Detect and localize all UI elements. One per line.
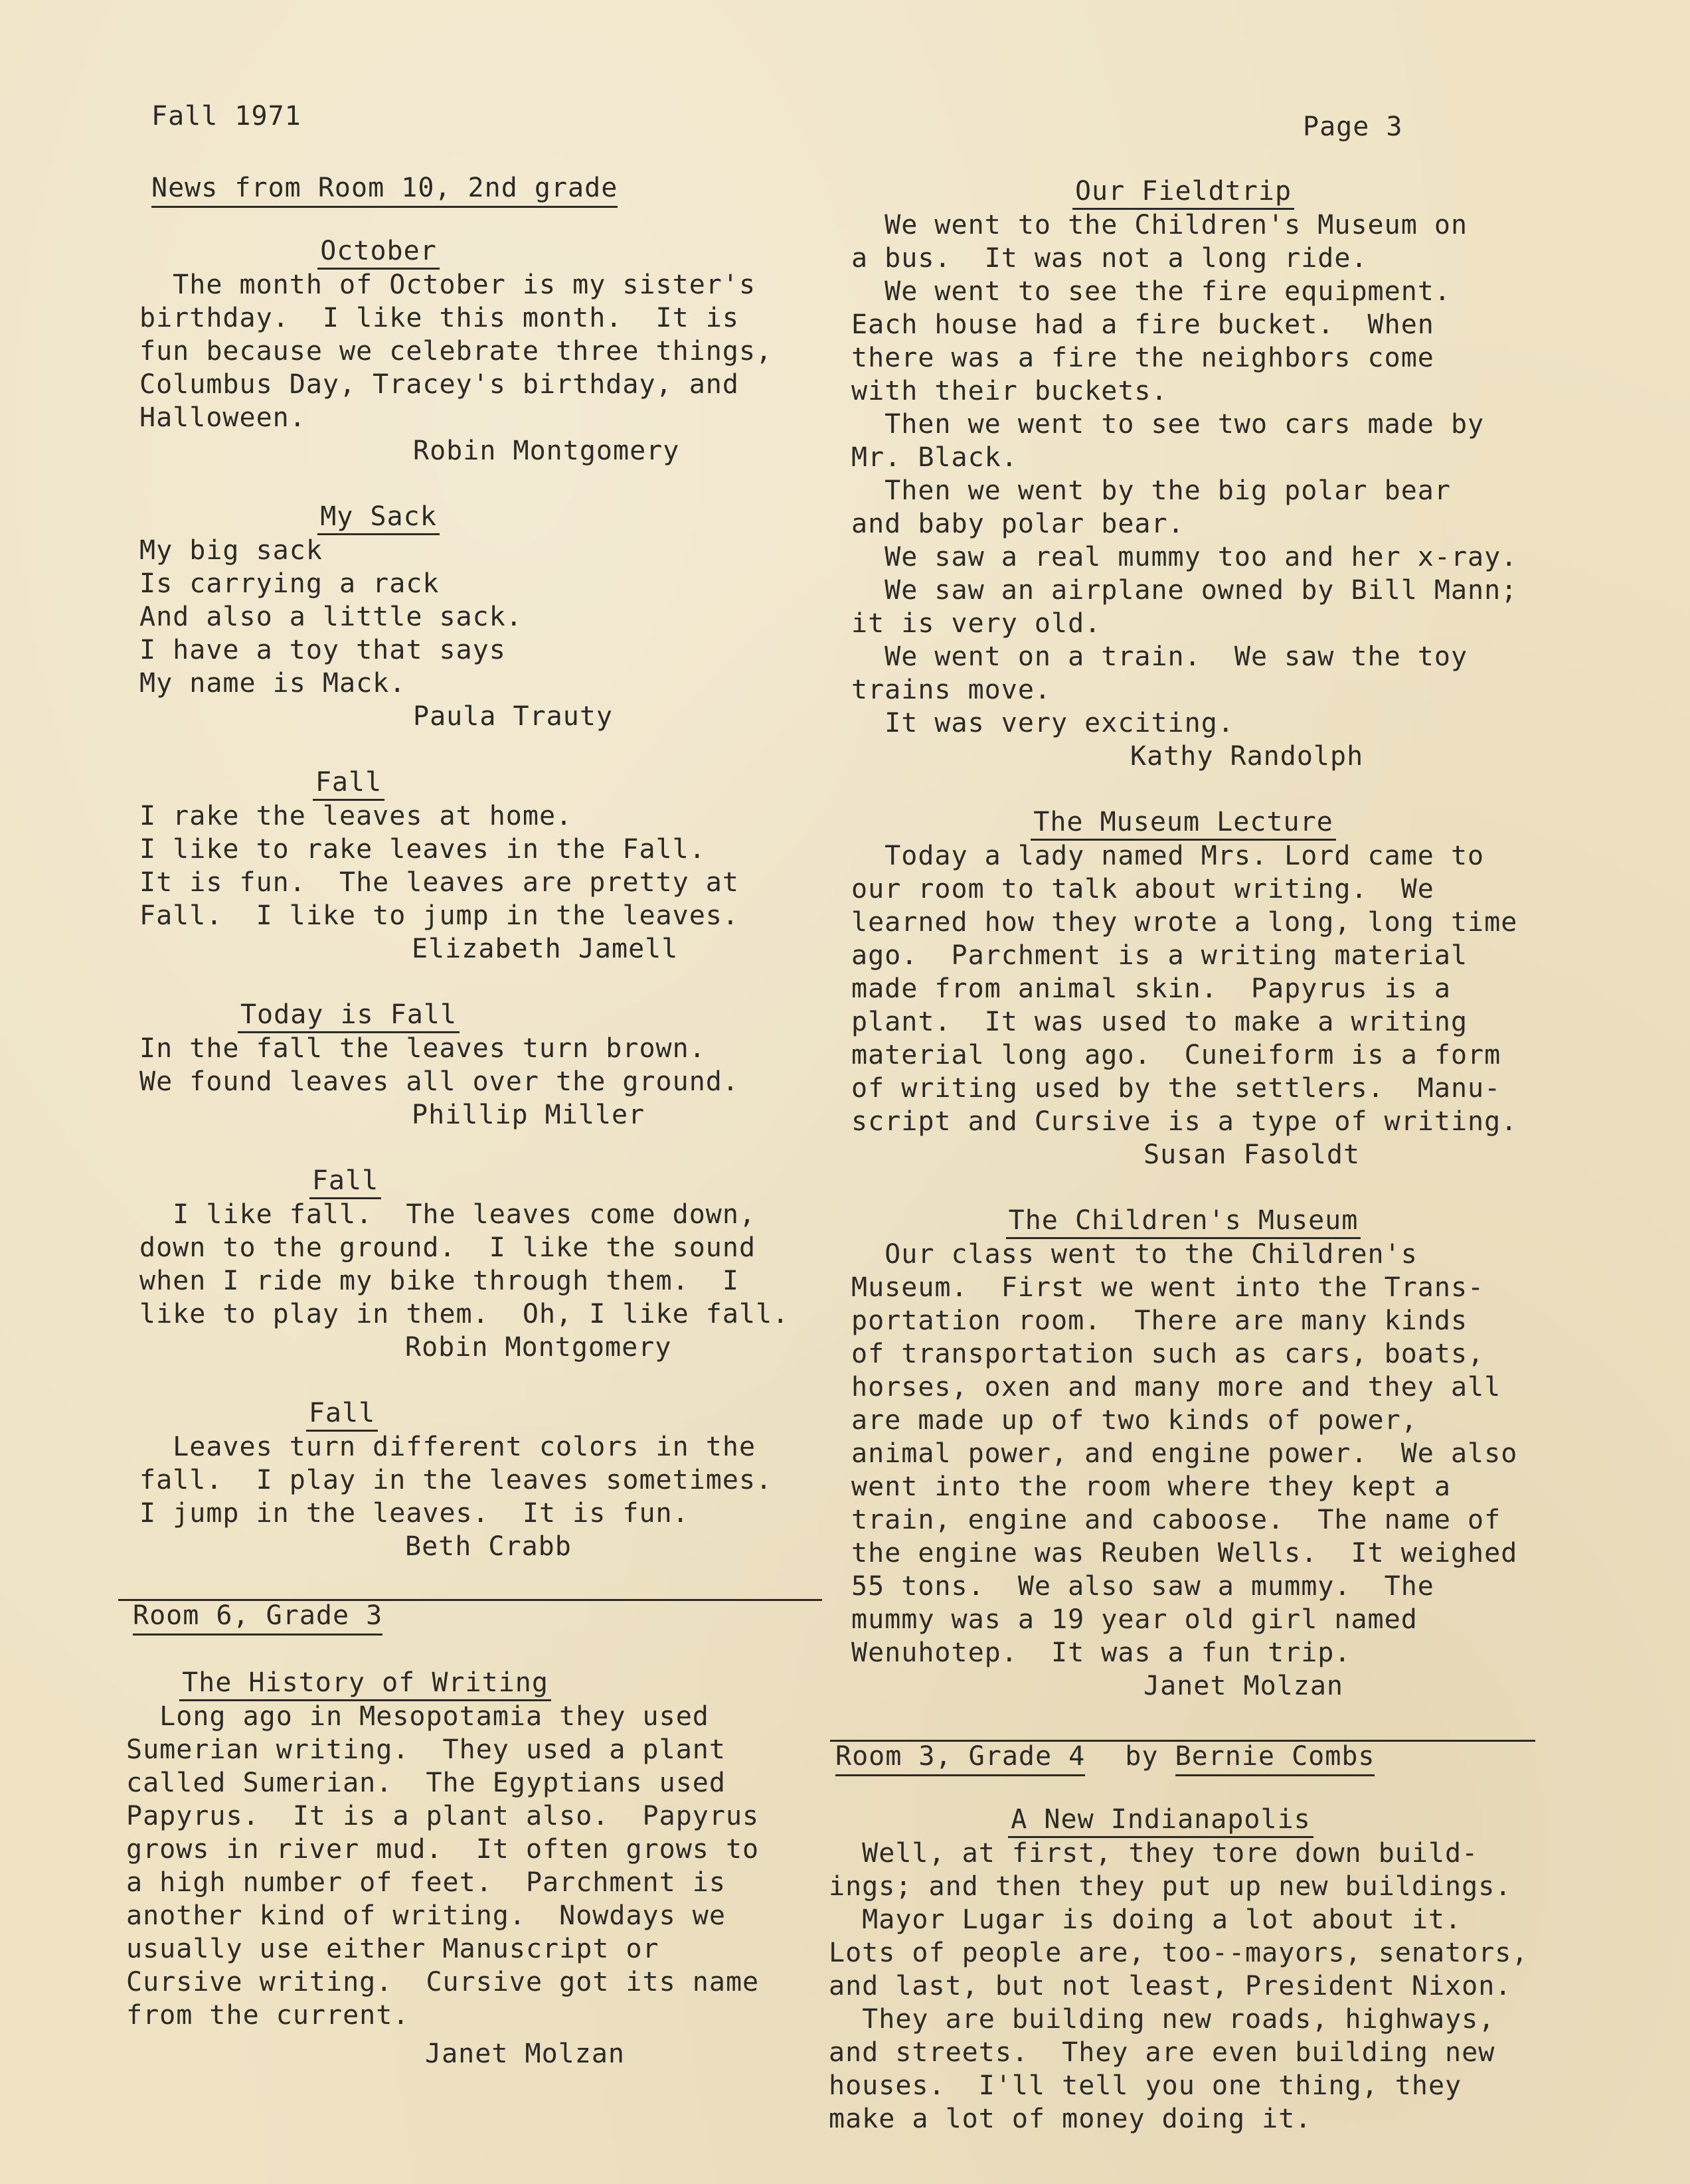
article-line: I rake the leaves at home. <box>139 801 573 831</box>
article-title: Fall <box>313 767 384 801</box>
article-line: trains move. <box>851 675 1051 705</box>
poem-line: My name is Mack. <box>139 668 406 699</box>
article-childrens-museum <box>851 1203 1595 1703</box>
article-line: another kind of writing. Nowdays we <box>126 1900 726 1931</box>
article-line: We went to the Children's Museum on <box>851 210 1468 240</box>
article-line: make a lot of money doing it. <box>829 2104 1312 2134</box>
article-line: mummy was a 19 year old girl named <box>851 1604 1418 1635</box>
poem-line: And also a little sack. <box>139 602 523 632</box>
article-my-sack <box>139 499 803 733</box>
article-author: Susan Fasoldt <box>1143 1139 1361 1170</box>
poem-line: Is carrying a rack <box>139 568 440 599</box>
article-line: horses, oxen and many more and they all <box>851 1372 1501 1402</box>
article-title: The Children's Museum <box>1006 1205 1361 1239</box>
article-line: Halloween. <box>139 402 306 433</box>
article-author: Phillip Miller <box>412 1100 645 1130</box>
article-line: The month of October is my sister's <box>139 270 756 300</box>
article-line: grows in river mud. It often grows to <box>126 1834 760 1865</box>
article-line: Then we went by the big polar bear <box>851 475 1451 506</box>
article-line: the engine was Reuben Wells. It weighed <box>851 1538 1518 1568</box>
article-line: Wenuhotep. It was a fun trip. <box>851 1638 1351 1668</box>
article-line: They are building new roads, highways, <box>829 2004 1495 2035</box>
article-line: with their buckets. <box>851 376 1168 406</box>
page-number: Page 3 <box>1303 112 1403 142</box>
article-line: went into the room where they kept a <box>851 1471 1451 1502</box>
article-title: Today is Fall <box>238 999 460 1033</box>
article-line: Each house had a fire bucket. When <box>851 309 1434 340</box>
article-line: called Sumerian. The Egyptians used <box>126 1768 726 1798</box>
section-heading-room6: Room 6, Grade 3 <box>133 1599 382 1632</box>
section-heading-room3: Room 3, Grade 4 by Bernie Combs <box>835 1740 1375 1773</box>
article-author: Robin Montgomery <box>405 1332 672 1363</box>
article-line: of writing used by the settlers. Manu- <box>851 1073 1501 1104</box>
article-line: of transportation such as cars, boats, <box>851 1339 1485 1369</box>
article-line: Today a lady named Mrs. Lord came to <box>851 841 1485 871</box>
article-line: Well, at first, they tore down build- <box>829 1838 1479 1869</box>
article-fall-2 <box>139 1163 803 1364</box>
article-line: animal power, and engine power. We also <box>851 1438 1518 1469</box>
article-october <box>139 234 803 467</box>
article-line: Lots of people are, too--mayors, senators, <box>829 1938 1529 1968</box>
article-line: when I ride my bike through them. I <box>139 1266 739 1296</box>
article-line: and last, but not least, President Nixon. <box>829 1971 1512 2001</box>
article-line: like to play in them. Oh, I like fall. <box>139 1299 790 1329</box>
article-line: Our class went to the Children's <box>851 1239 1418 1270</box>
article-author: Robin Montgomery <box>413 436 680 466</box>
article-line: I like to rake leaves in the Fall. <box>139 834 706 865</box>
article-line: Long ago in Mesopotamia they used <box>126 1701 709 1732</box>
article-line: a bus. It was not a long ride. <box>851 243 1368 274</box>
section-heading-room10: News from Room 10, 2nd grade <box>151 171 618 205</box>
article-line: fall. I play in the leaves sometimes. <box>139 1465 773 1495</box>
article-line: and baby polar bear. <box>851 509 1185 539</box>
poem-line: I have a toy that says <box>139 635 506 665</box>
article-title: October <box>317 236 440 270</box>
article-today-is-fall <box>139 997 803 1132</box>
issue-date: Fall 1971 <box>151 101 301 131</box>
article-line: portation room. There are many kinds <box>851 1305 1468 1336</box>
article-line: We saw a real mummy too and her x-ray. <box>851 542 1518 572</box>
article-author: Elizabeth Jamell <box>412 934 679 964</box>
article-line: Fall. I like to jump in the leaves. <box>139 900 739 931</box>
article-line: We found leaves all over the ground. <box>139 1066 739 1097</box>
article-museum-lecture <box>851 805 1595 1171</box>
article-line: In the fall the leaves turn brown. <box>139 1033 706 1064</box>
article-title: The History of Writing <box>179 1667 551 1701</box>
article-our-fieldtrip <box>851 174 1595 773</box>
article-author: Beth Crabb <box>405 1531 572 1562</box>
article-title: A New Indianapolis <box>1008 1804 1313 1838</box>
article-line: It was very exciting. <box>851 708 1234 738</box>
article-title: Fall <box>306 1398 378 1432</box>
article-line: a high number of feet. Parchment is <box>126 1867 726 1898</box>
article-line: our room to talk about writing. We <box>851 874 1434 904</box>
article-line: Mr. Black. <box>851 442 1018 473</box>
article-line: We went to see the fire equipment. <box>851 276 1451 307</box>
article-line: birthday. I like this month. It is <box>139 303 739 333</box>
article-title: The Museum Lecture <box>1031 807 1335 841</box>
article-line: there was a fire the neighbors come <box>851 343 1434 373</box>
article-line: fun because we celebrate three things, <box>139 336 773 367</box>
article-line: Then we went to see two cars made by <box>851 409 1485 440</box>
article-line: are made up of two kinds of power, <box>851 1405 1418 1436</box>
article-line: Sumerian writing. They used a plant <box>126 1734 726 1765</box>
article-line: Museum. First we went into the Trans- <box>851 1272 1485 1303</box>
article-fall-1 <box>139 765 803 966</box>
poem-line: My big sack <box>139 535 323 566</box>
article-author: Janet Molzan <box>1143 1671 1343 1701</box>
article-line: Papyrus. It is a plant also. Papyrus <box>126 1801 760 1831</box>
article-line: from the current. <box>126 2000 410 2031</box>
article-line: down to the ground. I like the sound <box>139 1232 756 1263</box>
article-line: usually use either Manuscript or <box>126 1934 659 1964</box>
article-line: 55 tons. We also saw a mummy. The <box>851 1571 1434 1602</box>
article-line: and streets. They are even building new <box>829 2037 1495 2068</box>
article-title: Our Fieldtrip <box>1072 176 1294 210</box>
article-line: made from animal skin. Papyrus is a <box>851 973 1451 1004</box>
article-line: I jump in the leaves. It is fun. <box>139 1498 689 1529</box>
article-line: it is very old. <box>851 608 1102 639</box>
article-title: Fall <box>309 1165 381 1199</box>
left-column <box>139 234 803 1563</box>
history-of-writing <box>126 1665 790 2070</box>
article-line: train, engine and caboose. The name of <box>851 1505 1501 1535</box>
article-line: Mayor Lugar is doing a lot about it. <box>829 1904 1462 1935</box>
article-author: Kathy Randolph <box>1130 741 1364 772</box>
article-author: Paula Trauty <box>413 701 613 732</box>
article-new-indianapolis <box>829 1802 1572 2136</box>
article-line: Cursive writing. Cursive got its name <box>126 1967 760 1997</box>
article-fall-3 <box>139 1396 803 1563</box>
article-line: Leaves turn different colors in the <box>139 1432 756 1462</box>
article-line: Columbus Day, Tracey's birthday, and <box>139 369 739 400</box>
right-column <box>851 174 1595 1703</box>
article-line: houses. I'll tell you one thing, they <box>829 2070 1462 2101</box>
article-line: learned how they wrote a long, long time <box>851 907 1518 938</box>
article-line: We went on a train. We saw the toy <box>851 641 1468 672</box>
byline: Bernie Combs <box>1175 1741 1375 1776</box>
article-line: I like fall. The leaves come down, <box>139 1199 756 1230</box>
article-author: Janet Molzan <box>425 2039 625 2069</box>
article-line: plant. It was used to make a writing <box>851 1007 1468 1037</box>
article-line: ings; and then they put up new buildings. <box>829 1871 1512 1902</box>
article-line: We saw an airplane owned by Bill Mann; <box>851 575 1518 606</box>
article-line: It is fun. The leaves are pretty at <box>139 867 739 898</box>
article-line: ago. Parchment is a writing material <box>851 940 1468 971</box>
article-title: My Sack <box>317 501 440 535</box>
article-line: script and Cursive is a type of writing. <box>851 1106 1518 1137</box>
article-line: material long ago. Cuneiform is a form <box>851 1040 1501 1070</box>
